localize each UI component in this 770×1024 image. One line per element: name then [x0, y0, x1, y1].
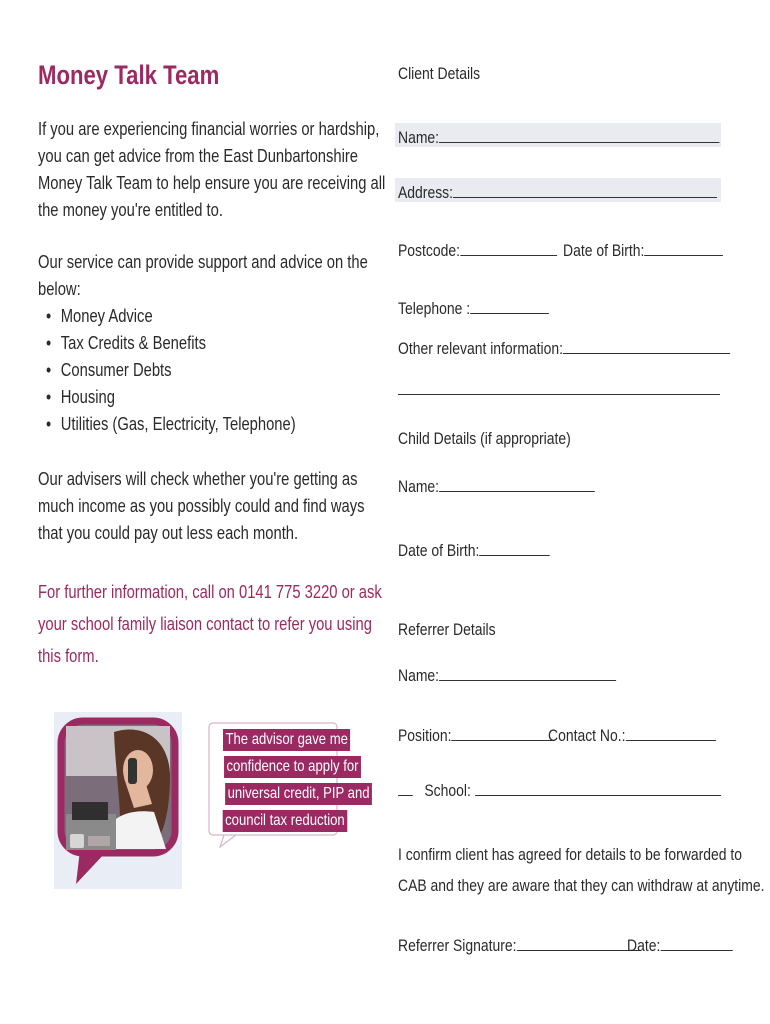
client-name-field[interactable] [398, 125, 720, 148]
child-name-label: Name: [398, 477, 440, 496]
referrer-name-field[interactable] [398, 663, 616, 686]
service-paragraph: Our service can provide support and advice on the below: [38, 252, 368, 299]
consent-line-2: CAB and they are aware that they can withdraw at anytime. [398, 876, 765, 895]
list-item: • Consumer Debts [46, 357, 296, 384]
referrer-signature-field[interactable] [398, 933, 640, 956]
client-address-field[interactable] [398, 180, 717, 203]
client-name-line [439, 125, 719, 143]
child-dob-line [479, 538, 550, 556]
school-field[interactable] [398, 778, 721, 801]
client-dob-field[interactable] [563, 238, 723, 261]
referrer-name-line [439, 663, 616, 681]
telephone-field[interactable] [398, 296, 549, 319]
referrer-name-label: Name: [398, 666, 440, 685]
intro-paragraph: If you are experiencing financial worries or hardship, you can get advice from the East Dunbartonshire Money Talk Team to help ensure you are receiving all the money you're entitled to. [38, 119, 386, 220]
telephone-line [470, 296, 549, 314]
position-label: Position: [398, 726, 452, 745]
school-lead-line [398, 778, 413, 796]
other-info-extra-line[interactable] [398, 394, 720, 395]
school-label: School: [424, 781, 471, 800]
services-list [46, 303, 350, 438]
list-item: • Utilities (Gas, Electricity, Telephone) [46, 411, 296, 438]
child-dob-label: Date of Birth: [398, 541, 480, 560]
testimonial-quote: The advisor gave me confidence to apply for universal credit, PIP and council tax reduction [209, 729, 337, 837]
page-title: Money Talk Team [38, 60, 220, 90]
list-item: • Tax Credits & Benefits [46, 330, 296, 357]
child-dob-field[interactable] [398, 538, 550, 561]
postcode-label: Postcode: [398, 241, 460, 260]
client-dob-label: Date of Birth: [563, 241, 645, 260]
other-info-field[interactable] [398, 336, 730, 359]
contact-no-field[interactable] [548, 723, 716, 746]
client-dob-line [644, 238, 723, 256]
testimonial-photo [54, 712, 182, 889]
school-line [475, 778, 721, 796]
other-info-label: Other relevant information: [398, 339, 564, 358]
signature-label: Referrer Signature: [398, 936, 517, 955]
other-info-line [563, 336, 730, 354]
client-name-label: Name: [398, 128, 440, 147]
position-field[interactable] [398, 723, 553, 746]
child-name-field[interactable] [398, 474, 595, 497]
client-details-heading: Client Details [398, 64, 481, 83]
list-item: • Money Advice [46, 303, 296, 330]
referrer-details-heading: Referrer Details [398, 620, 496, 639]
postcode-line [460, 238, 557, 256]
child-details-heading: Child Details (if appropriate) [398, 429, 571, 448]
signature-line [517, 933, 640, 951]
client-address-line [453, 180, 717, 198]
postcode-field[interactable] [398, 238, 557, 261]
position-line [451, 723, 553, 741]
child-name-line [439, 474, 595, 492]
client-address-label: Address: [398, 183, 454, 202]
advisers-paragraph: Our advisers will check whether you're getting as much income as you possibly could and find ways that you could pay out less each month. [38, 469, 365, 543]
signature-date-label: Date: [627, 936, 661, 955]
signature-date-line [660, 933, 732, 951]
contact-no-line [625, 723, 715, 741]
consent-line-1: I confirm client has agreed for details to be forwarded to [398, 845, 743, 864]
contact-no-label: Contact No.: [548, 726, 626, 745]
telephone-label: Telephone : [398, 299, 471, 318]
woman-on-phone-illustration [54, 712, 182, 889]
contact-paragraph: For further information, call on 0141 775 3220 or ask your school family liaison contact to refer you using this form. [38, 582, 382, 666]
list-item: • Housing [46, 384, 296, 411]
signature-date-field[interactable] [627, 933, 732, 956]
